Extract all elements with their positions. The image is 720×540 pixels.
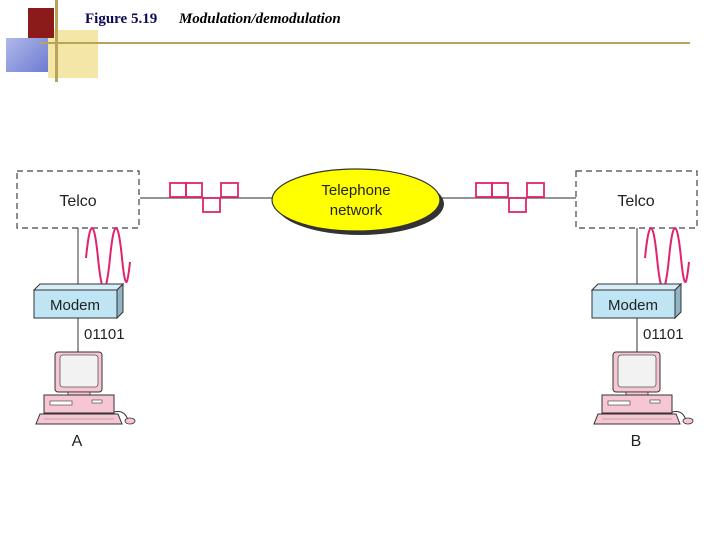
screen-left	[60, 355, 98, 387]
screen-right	[618, 355, 656, 387]
analog-signal-left	[86, 228, 130, 288]
mouse-right	[683, 418, 693, 424]
computer-right	[594, 352, 693, 450]
computer-left	[36, 352, 135, 450]
network-label-line2: network	[329, 202, 383, 219]
modem-right	[592, 284, 681, 318]
modem-left	[34, 284, 123, 318]
bits-left: 01101	[84, 326, 125, 343]
telco-left-label: Telco	[59, 193, 97, 210]
mouse-left	[125, 418, 135, 424]
computer-left-label: A	[71, 433, 83, 450]
figure-number: Figure 5.19	[85, 11, 158, 27]
modem-right-label: Modem	[607, 297, 659, 314]
figure-caption: Modulation/demodulation	[178, 11, 341, 27]
digital-signal-right	[476, 183, 544, 212]
computer-right-label: B	[630, 433, 642, 450]
telco-right-label: Telco	[617, 193, 655, 210]
analog-signal-right	[645, 228, 689, 288]
telephone-network	[272, 169, 440, 231]
network-label-line1: Telephone	[321, 182, 391, 199]
digital-signal-left	[170, 183, 238, 212]
modem-left-label: Modem	[49, 297, 101, 314]
bits-right: 01101	[643, 326, 684, 343]
